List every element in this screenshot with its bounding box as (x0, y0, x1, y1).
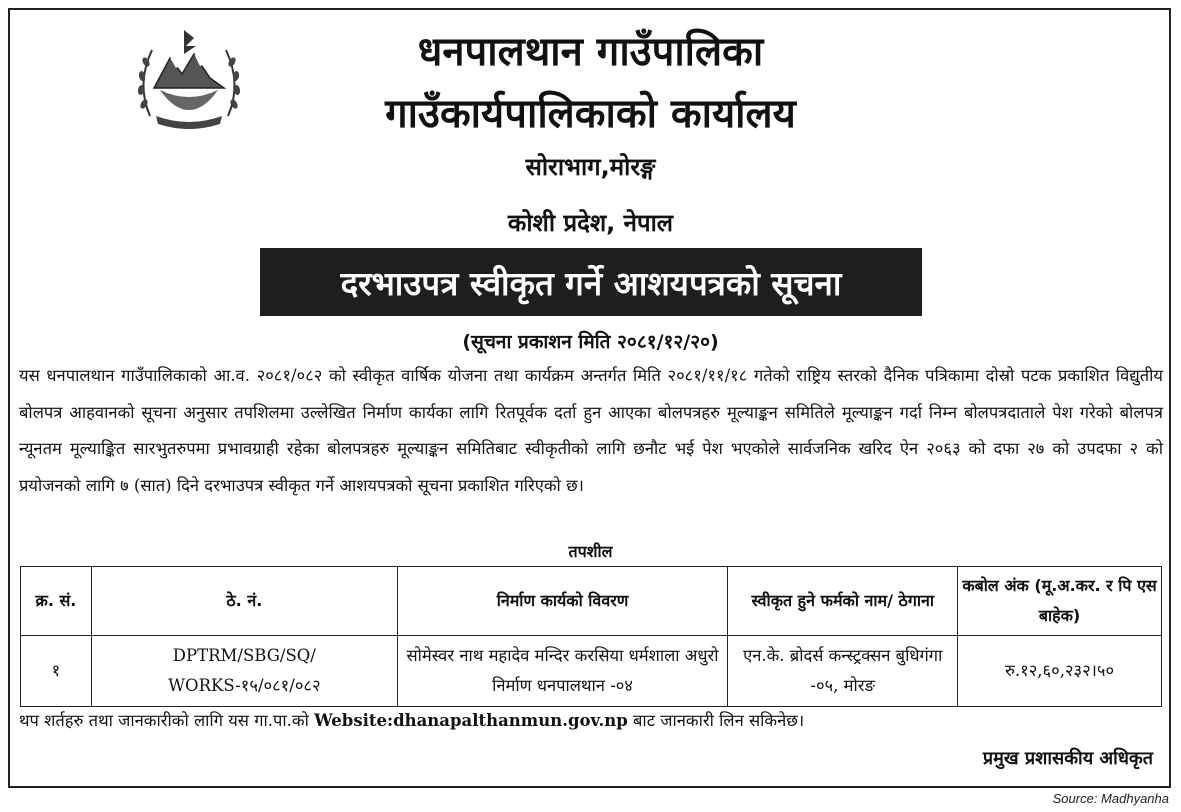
cell-serial-number: १ (21, 636, 92, 707)
office-location: सोराभाग,मोरङ्ग (525, 153, 656, 181)
cell-firm-name-address: एन.के. ब्रोदर्स कन्स्ट्रक्सन बुधिगंगा -०५, मोरङ (728, 636, 958, 707)
province-country: कोशी प्रदेश, नेपाल (507, 209, 674, 237)
header-work-description: निर्माण कार्यको विवरण (397, 567, 728, 636)
table-row (21, 636, 1162, 707)
footer-note (19, 708, 804, 731)
contract-table (20, 566, 1162, 707)
website-link[interactable]: Website:dhanapalthanmun.gov.np (314, 711, 628, 730)
cell-contract-number: DPTRM/SBG/SQ/ WORKS-१५/०८१/०८२ (91, 636, 397, 707)
signature-chief-administrative-officer: प्रमुख प्रशासकीय अधिकृत (982, 748, 1153, 769)
footer-note-before: थप शर्तहरु तथा जानकारीको लागि यस गा.पा.को (19, 711, 315, 730)
cell-bid-amount: रु.१२,६०,२३२।५० (958, 636, 1162, 707)
cell-work-description: सोमेस्वर नाथ महादेव मन्दिर करसिया धर्मशाला अधुरो निर्माण धनपालथान -०४ (397, 636, 728, 707)
table-header-row (21, 567, 1162, 636)
office-name: गाउँकार्यपालिकाको कार्यालय (385, 91, 796, 137)
header-contract-number: ठे. नं. (91, 567, 397, 636)
notice-title-banner: दरभाउपत्र स्वीकृत गर्ने आशयपत्रको सूचना (260, 248, 922, 316)
publication-date: (सूचना प्रकाशन मिति २०८१/१२/२०) (462, 331, 719, 353)
header-serial-number: क्र. सं. (21, 567, 92, 636)
header-firm-name-address: स्वीकृत हुने फर्मको नाम/ ठेगाना (728, 567, 958, 636)
footer-note-after: बाट जानकारी लिन सकिनेछ। (627, 711, 805, 730)
table-caption: तपशील (568, 542, 613, 561)
municipality-name: धनपालथान गाउँपालिका (417, 29, 764, 75)
header-bid-amount: कबोल अंक (मू.अ.कर. र पि एस बाहेक) (958, 567, 1162, 636)
source-credit: Source: Madhyanha (1052, 791, 1169, 806)
notice-body-paragraph: यस धनपालथान गाउँपालिकाको आ.व. २०८१/०८२ को स्वीकृत वार्षिक योजना तथा कार्यक्रम अन्तर्गत मिति २०८१/११/१८ गतेको राष्ट्रिय स्तरको दैनिक पत्रिकामा दोस्रो पटक प्रकाशित विद्युतीय बोलपत्र आहवानको सूचना अनुसार तपशिलमा उल्लेखित निर्माण कार्यका लागि रितपूर्वक दर्ता हुन आएका बोलपत्रहरु मूल्याङ्कन समितिले मूल्याङ्कन गर्दा निम्न बोलपत्रदाताले पेश गरेको बोलपत्र न्यूनतम मूल्याङ्कित सारभुतरुपमा प्रभावग्राही रहेका बोलपत्रहरु मूल्याङ्कन समितिबाट स्वीकृतीको लागि छनौट भई पेश भएकोले सार्वजनिक खरिद ऐन २०६३ को दफा २७ को उपदफा २ को प्रयोजनको लागि ७ (सात) दिने दरभाउपत्र स्वीकृत गर्ने आशयपत्रको सूचना प्रकाशित गरिएको छ। (19, 366, 1163, 495)
